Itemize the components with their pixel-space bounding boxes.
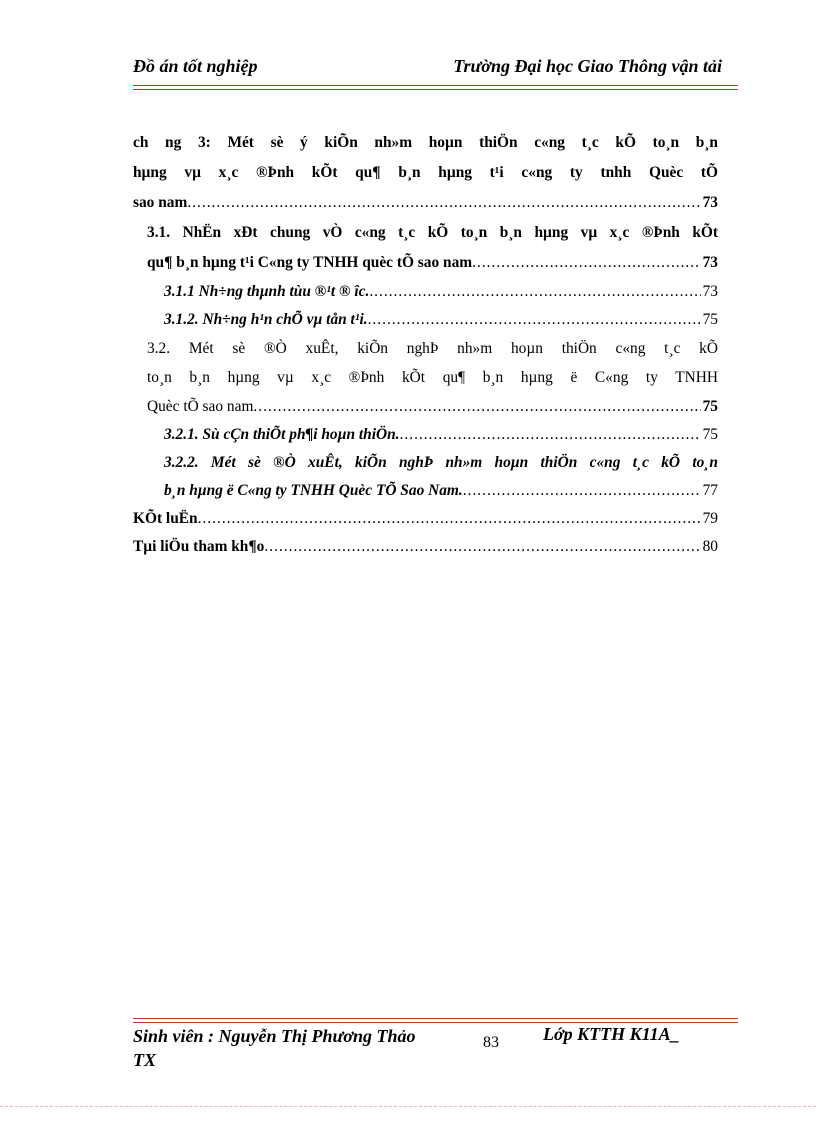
- table-of-contents: [133, 128, 718, 561]
- page-header: [133, 56, 722, 82]
- toc-page-number: 75: [702, 426, 718, 443]
- leader-dots: [400, 421, 701, 449]
- header-thesis-label: Đồ án tốt nghiệp: [133, 56, 258, 76]
- toc-s322-title-end: b¸n hµng ë C«ng ty TNHH Quèc TÕ Sao Nam.: [164, 482, 463, 499]
- toc-s312-title: 3.1.2. Nh÷ng h¹n chÕ vµ tån t¹i.: [164, 311, 368, 328]
- student-name: [133, 1024, 453, 1072]
- toc-s311-title: 3.1.1 Nh÷ng thµnh tùu ®¹t ® îc.: [164, 283, 370, 300]
- toc-chapter3-line3: [133, 188, 718, 218]
- toc-s322-line2: [133, 477, 718, 505]
- toc-s311: [133, 278, 718, 306]
- toc-page-number: 73: [702, 194, 718, 211]
- toc-page-number: 75: [702, 311, 718, 328]
- toc-chapter3-line1: ch ng 3: Mét sè ý kiÕn nh»m hoµn thiÖn c«ng t¸c kÕ to¸n b¸n: [133, 134, 718, 151]
- student-name-line1: Sinh viên : Nguyễn Thị Phương Thảo: [133, 1026, 416, 1046]
- toc-s321-title: 3.2.1. Sù cÇn thiÕt ph¶i hoµn thiÖn.: [164, 426, 400, 443]
- footer-rule-top: [133, 1018, 738, 1019]
- toc-page-number: 73: [702, 283, 718, 300]
- page-bottom-border: [0, 1106, 816, 1107]
- toc-page-number: 80: [702, 538, 718, 555]
- leader-dots: [198, 505, 701, 533]
- page-number: 83: [483, 1034, 499, 1051]
- leader-dots: [369, 278, 700, 306]
- class-label: Lớp KTTH K11A_: [543, 1024, 680, 1044]
- leader-dots: [187, 188, 700, 216]
- toc-s31-title-end: qu¶ b¸n hµng t¹i C«ng ty TNHH quèc tÕ sao nam: [147, 254, 473, 271]
- toc-conclusion: [133, 505, 718, 533]
- leader-dots: [253, 392, 700, 420]
- toc-page-number: 75: [702, 398, 718, 415]
- toc-s31-line2: [133, 248, 718, 278]
- toc-references-title: Tµi liÖu tham kh¶o: [133, 538, 265, 555]
- toc-conclusion-title: KÕt luËn: [133, 510, 198, 527]
- toc-page-number: 73: [702, 254, 718, 271]
- leader-dots: [264, 533, 700, 561]
- toc-s321: [133, 421, 718, 449]
- toc-page-number: 79: [702, 510, 718, 527]
- page-footer: [133, 1024, 703, 1070]
- leader-dots: [368, 306, 701, 334]
- leader-dots: [472, 248, 700, 276]
- toc-s322-line1: 3.2.2. Mét sè ®Ò xuÊt, kiÕn nghÞ nh»m hoµn thiÖn c«ng t¸c kÕ to¸n: [164, 454, 718, 471]
- toc-s32-line2: to¸n b¸n hµng vµ x¸c ®Þnh kÕt qu¶ b¸n hµng ë C«ng ty TNHH: [147, 369, 718, 386]
- toc-chapter3-line2: hµng vµ x¸c ®Þnh kÕt qu¶ b¸n hµng t¹i c«ng ty tnhh Quèc tÕ: [133, 164, 718, 181]
- leader-dots: [463, 477, 701, 505]
- toc-s32-line1: 3.2. Mét sè ®Ò xuÊt, kiÕn nghÞ nh»m hoµn thiÖn c«ng t¸c kÕ: [147, 340, 718, 357]
- header-university: Trường Đại học Giao Thông vận tải: [453, 56, 722, 76]
- toc-page-number: 77: [702, 482, 718, 499]
- toc-s31-line1: 3.1. NhËn xÐt chung vÒ c«ng t¸c kÕ to¸n b¸n hµng vµ x¸c ®Þnh kÕt: [147, 224, 718, 241]
- toc-s32-line3: [133, 392, 718, 421]
- header-rule-top: [133, 85, 738, 86]
- toc-references: [133, 533, 718, 561]
- footer-rule-bottom: [133, 1022, 738, 1023]
- toc-s32-title-end: Quèc tÕ sao nam: [147, 398, 254, 415]
- toc-s312: [133, 306, 718, 334]
- header-rule-bottom: [133, 89, 738, 90]
- student-name-line2: TX: [133, 1050, 157, 1070]
- toc-chapter3-title-end: sao nam: [133, 194, 188, 211]
